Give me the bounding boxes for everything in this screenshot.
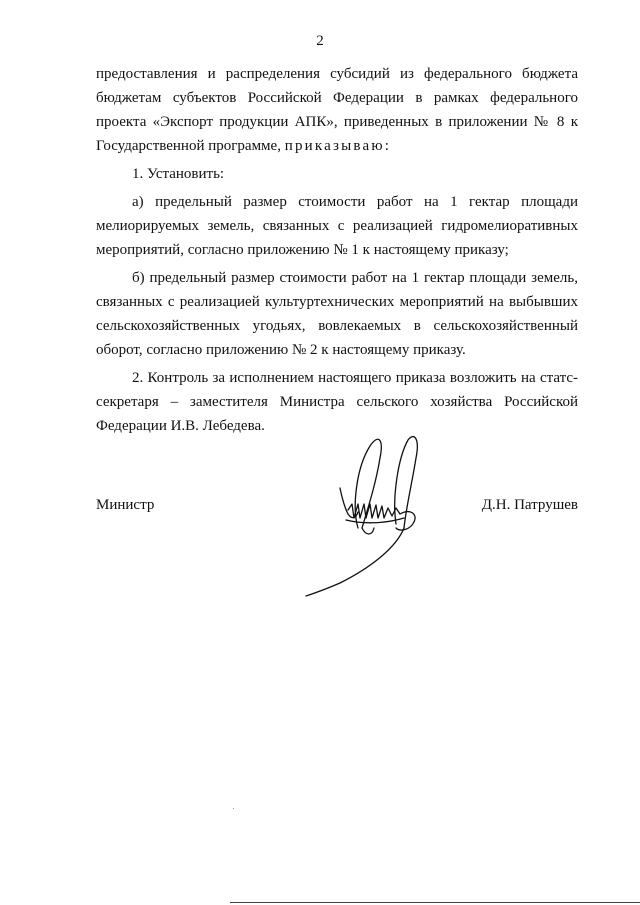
scan-edge-line [230,902,640,903]
item-2: 2. Контроль за исполнением настоящего приказа возложить на статс-секретаря – заместителя Министра сельского хозяйства Российской Федерации И.В. Лебедева. [96,370,578,434]
item-1a: а) предельный размер стоимости работ на 1 гектар площади мелиорируемых земель, связанных с реализацией гидромелиоративных мероприятий, согласно приложению № 1 к настоящему приказу; [96,194,578,258]
item-1: 1. Установить: [132,166,225,182]
page-number: 2 [316,33,324,49]
handwritten-signature [300,428,440,598]
intro-text: предоставления и распределения субсидий из федерального бюджета бюджетам субъектов Российской Федерации в рамках федерального проекта «Экспорт продукции АПК», приведенных в приложении № 8 к Государственной программе, [96,66,578,154]
item-1b: б) предельный размер стоимости работ на 1 гектар площади земель, связанных с реализацией культуртехнических мероприятий на выбывших сельскохозяйственных угодьях, вовлекаемых в сельскохозяйственный оборот, согласно приложению № 2 к настоящему приказу. [96,270,578,358]
signer-name: Д.Н. Патрушев [481,497,578,513]
scan-artifact [233,808,234,809]
intro-paragraph [96,62,578,158]
signer-title: Министр [96,497,155,513]
order-word: приказываю: [284,138,392,154]
document-body [96,62,578,442]
